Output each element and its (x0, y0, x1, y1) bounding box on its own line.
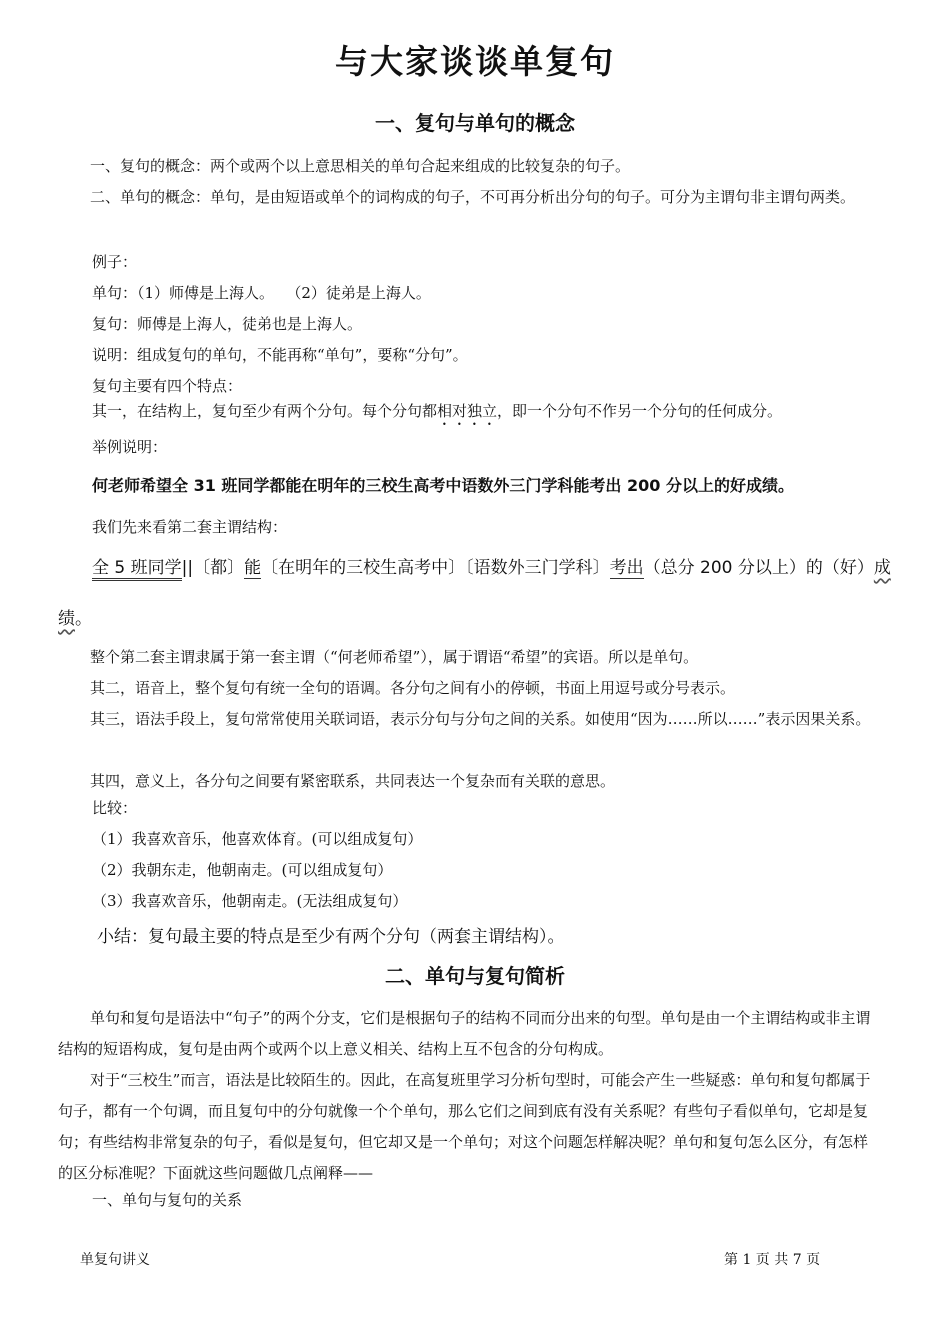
analysis-conclusion: 整个第二套主谓隶属于第一套主谓（“何老师希望”），属于谓语“希望”的宾语。所以是单句。 (90, 648, 699, 666)
feature-2: 其二，语音上，整个复句有统一全句的语调。各分句之间有小的停顿，书面上用逗号或分号表示。 (90, 679, 736, 697)
single-example: 单句：（1）师傅是上海人。 （2）徒弟是上海人。 (92, 284, 431, 302)
section2-heading: 二、单句与复句简析 (385, 964, 565, 988)
concept-complex: 一、复句的概念：两个或两个以上意思相关的单句合起来组成的比较复杂的句子。 (90, 157, 631, 175)
analysis-adverbial-2: 〔在明年的三校生高考中〕〔语数外三门学科〕 (261, 558, 610, 578)
document-title: 与大家谈谈单复句 (335, 42, 615, 81)
compare-2: （2）我朝东走，他朝南走。(可以组成复句） (92, 861, 393, 879)
compare-3: （3）我喜欢音乐，他朝南走。(无法组成复句） (92, 892, 408, 910)
page-number: 第 1 页 共 7 页 (724, 1252, 821, 1268)
footer-title: 单复句讲义 (80, 1252, 150, 1268)
compare-1: （1）我喜欢音乐，他喜欢体育。(可以组成复句） (92, 830, 423, 848)
feature-1-part-a: 其一，在结构上，复句至少有两个分句。每个分句都 (92, 402, 438, 420)
analysis-adverbial-1: 〔都〕 (193, 558, 245, 578)
summary-text: 小结：复句最主要的特点是至少有两个分句（两套主谓结构）。 (97, 927, 565, 947)
feature-1-emphasis: 相对独立 (437, 402, 498, 420)
analysis-attributes: （总分 200 分以上）的（好） (643, 558, 874, 578)
analysis-verb-1: 能 (244, 558, 262, 578)
analysis-object-1: 成 (873, 558, 891, 578)
section1-heading: 一、复句与单句的概念 (375, 111, 575, 135)
concept-single: 二、单句的概念：单句，是由短语或单个的词构成的句子，不可再分析出分句的句子。可分为主谓句非主谓句两类。 (90, 188, 856, 206)
analysis-separator: || (181, 558, 194, 578)
section2-paragraph-2: 对于“三校生”而言，语法是比较陌生的。因此，在高复班里学习分析句型时，可能会产生一些疑惑：单句和复句都属于句子，都有一个句调，而且复句中的分句就像一个个单句，那么它们之间到底有没有关系呢？有些句子看似单句，它却是复句；有些结构非常复杂的句子，看似是复句，但它却又是一个单句；对这个问题怎样解决呢？单句和复句怎么区分，有怎样的区分标准呢？下面就这些问题做几点阐释—— (58, 1071, 871, 1182)
feature-1 (92, 400, 782, 429)
feature-4: 其四，意义上，各分句之间要有紧密联系，共同表达一个复杂而有关联的意思。 (90, 772, 616, 790)
example-intro: 举例说明： (92, 438, 168, 456)
analysis-end: 。 (75, 609, 92, 629)
feature-3: 其三，语法手段上，复句常常使用关联词语，表示分句与分句之间的关系。如使用“因为……所以……”表示因果关系。 (90, 710, 871, 728)
analysis-subject: 全 5 班同学 (92, 558, 182, 581)
feature-1-part-b: ，即一个分句不作另一个分句的任何成分。 (497, 402, 783, 420)
analysis-verb-2: 考出 (609, 558, 644, 578)
example-label: 例子： (92, 253, 138, 271)
second-structure-intro: 我们先来看第二套主谓结构： (92, 518, 288, 536)
analysis-object-2: 绩 (58, 609, 75, 629)
complex-example: 复句：师傅是上海人，徒弟也是上海人。 (92, 315, 363, 333)
section2-paragraph-1: 单句和复句是语法中“句子”的两个分支，它们是根据句子的结构不同而分出来的句型。单句是由一个主谓结构或非主谓结构的短语构成，复句是由两个或两个以上意义相关、结构上互不包含的分句构成。 (58, 1009, 871, 1058)
features-intro: 复句主要有四个特点： (92, 377, 243, 395)
compare-label: 比较： (92, 799, 138, 817)
example-sentence: 何老师希望全 31 班同学都能在明年的三校生高考中语数外三门学科能考出 200 分以上的好成绩。 (92, 476, 794, 495)
sentence-analysis (92, 553, 891, 578)
note-text: 说明：组成复句的单句，不能再称“单句”，要称“分句”。 (92, 346, 468, 364)
section2-subheading: 一、单句与复句的关系 (92, 1191, 243, 1209)
sentence-analysis-continued (58, 604, 92, 629)
